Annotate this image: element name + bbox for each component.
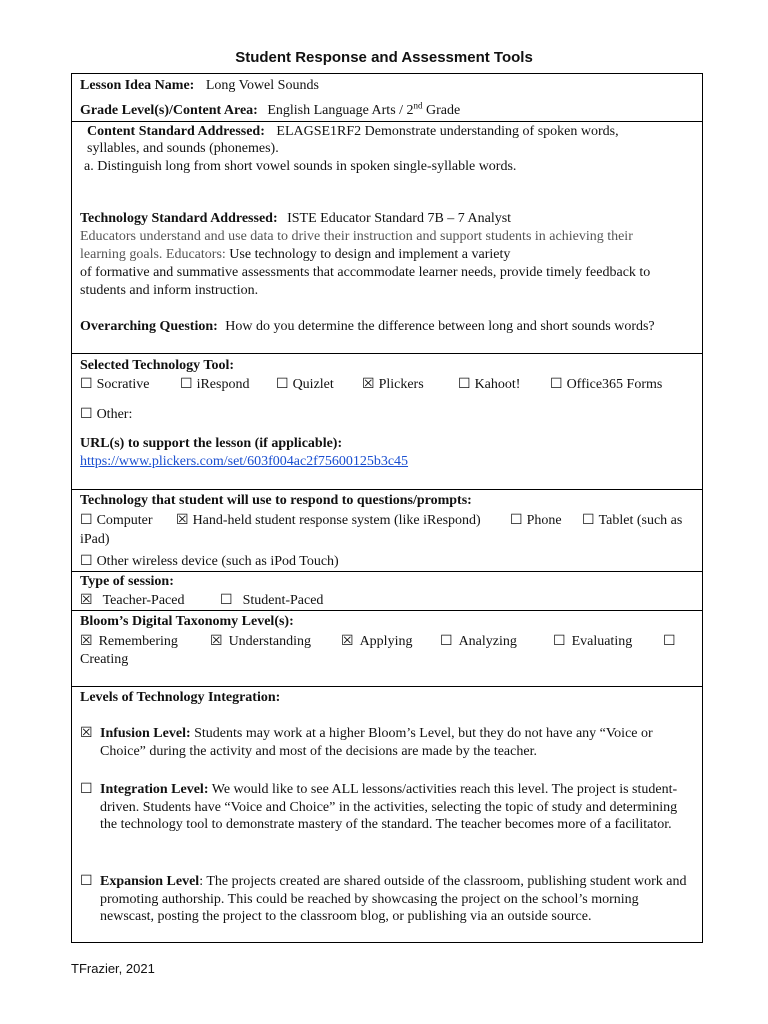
checkbox-checked-icon: ☒ (80, 593, 93, 608)
expansion-level-item (80, 873, 692, 926)
blooms-label: Bloom’s Digital Taxonomy Level(s): (80, 614, 294, 629)
response-device-row (80, 512, 682, 529)
grade-level-suffix: Grade (422, 103, 461, 118)
integration-level-item (80, 781, 692, 834)
content-standard-label: Content Standard Addressed: (87, 124, 265, 139)
tool-option-label: Socrative (96, 377, 150, 392)
grade-level-value: English Language Arts / 2 (267, 103, 414, 118)
tool-option-irespond[interactable] (180, 376, 276, 393)
expansion-level-label: Expansion Level (100, 874, 200, 889)
session-option-label: Student-Paced (242, 593, 324, 608)
blooms-option-remembering[interactable] (80, 633, 210, 650)
checkbox-icon: ☐ (180, 377, 193, 392)
checkbox-icon: ☐ (80, 554, 93, 569)
device-option-computer[interactable] (80, 512, 176, 529)
tool-option-kahoot[interactable] (458, 376, 550, 393)
checkbox-icon: ☐ (582, 513, 595, 528)
tech-standard-label: Technology Standard Addressed: (80, 211, 278, 226)
tool-option-quizlet[interactable] (276, 376, 362, 393)
blooms-options-row (80, 633, 680, 650)
checkbox-checked-icon: ☒ (362, 377, 375, 392)
grade-level-label: Grade Level(s)/Content Area: (80, 103, 258, 118)
lesson-info-section (72, 74, 702, 121)
blooms-option-label: Remembering (98, 634, 178, 649)
grade-level-row (80, 102, 460, 119)
tech-standard-line1: Educators understand and use data to drive their instruction and support students in achieving their (80, 229, 633, 244)
blooms-option-evaluating[interactable] (553, 633, 663, 650)
content-standard-line3: a. Distinguish long from short vowel sounds in spoken single-syllable words. (84, 159, 517, 174)
device-option-wireless[interactable] (80, 553, 339, 570)
device-option-tablet-cont: iPad) (80, 532, 110, 547)
checkbox-checked-icon[interactable]: ☒ (80, 726, 93, 741)
session-option-student[interactable] (220, 592, 323, 609)
tool-option-label: Plickers (378, 377, 424, 392)
technology-tool-section (72, 353, 702, 489)
checkbox-icon: ☐ (553, 634, 566, 649)
checkbox-icon: ☐ (80, 407, 93, 422)
tech-standard-line3: of formative and summative assessments that accommodate learner needs, provide timely feedback to (80, 265, 651, 280)
session-label: Type of session: (80, 574, 174, 589)
checkbox-icon[interactable]: ☐ (80, 782, 93, 797)
lesson-name-row (80, 77, 319, 94)
checkbox-icon: ☐ (80, 513, 93, 528)
blooms-option-label: Applying (359, 634, 413, 649)
overarching-question-label: Overarching Question: (80, 319, 218, 334)
response-device-section (72, 489, 702, 571)
expansion-level-text: : The projects created are shared outside of the classroom, publishing student work and promoting authorship. This could be reached by showcasing the project on the school’s morning newscast, posting the project to the classroom blog, or publishing via an outside source. (100, 874, 687, 924)
session-section (72, 571, 702, 610)
content-standard-line2: syllables, and sounds (phonemes). (87, 141, 279, 156)
tool-option-plickers[interactable] (362, 376, 458, 393)
blooms-option-understanding[interactable] (210, 633, 341, 650)
checkbox-icon: ☐ (276, 377, 289, 392)
content-standard-row (87, 123, 619, 140)
device-option-label: Tablet (such as (598, 513, 683, 528)
tech-standard-line4: students and inform instruction. (80, 283, 259, 298)
checkbox-icon: ☐ (80, 377, 93, 392)
session-option-teacher[interactable] (80, 592, 220, 609)
tool-option-label: Office365 Forms (566, 377, 663, 392)
checkbox-icon[interactable]: ☐ (663, 634, 676, 649)
overarching-question-text: How do you determine the difference between long and short sounds words? (225, 319, 655, 334)
checkbox-icon: ☐ (550, 377, 563, 392)
tool-option-socrative[interactable] (80, 376, 180, 393)
checkbox-icon: ☐ (510, 513, 523, 528)
device-option-phone[interactable] (510, 512, 582, 529)
device-option-label: Computer (96, 513, 153, 528)
tool-option-label: Kahoot! (474, 377, 521, 392)
footer-author: TFrazier, 2021 (71, 961, 155, 976)
blooms-section (72, 610, 702, 686)
document-title: Student Response and Assessment Tools (235, 49, 533, 66)
content-standard-text: ELAGSE1RF2 Demonstrate understanding of spoken words, (276, 124, 619, 139)
lesson-table (71, 73, 703, 943)
integration-section (72, 686, 702, 943)
checkbox-checked-icon: ☒ (210, 634, 223, 649)
lesson-url-link[interactable]: https://www.plickers.com/set/603f004ac2f75600125b3c45 (80, 454, 409, 469)
tech-standard-line2-text: Use technology to design and implement a variety (225, 247, 511, 262)
tech-standard-value: ISTE Educator Standard 7B – 7 Analyst (287, 211, 512, 226)
session-option-label: Teacher-Paced (102, 593, 185, 608)
lesson-name-value: Long Vowel Sounds (205, 78, 319, 93)
tool-options-row (80, 376, 662, 393)
checkbox-checked-icon: ☒ (80, 634, 93, 649)
blooms-option-analyzing[interactable] (440, 633, 553, 650)
lesson-name-label: Lesson Idea Name: (80, 78, 195, 93)
integration-level-text: We would like to see ALL lessons/activities reach this level. The project is student-driven. Students have “Voice and Choice” in the activities, selecting the topic of study and determining the technology tool to demonstrate mastery of the standard. The teacher becomes more of a facilitator. (100, 782, 678, 832)
checkbox-checked-icon: ☒ (341, 634, 354, 649)
tool-option-office365[interactable] (550, 376, 662, 393)
overarching-question-row (80, 318, 655, 335)
infusion-level-text: Students may work at a higher Bloom’s Level, but they do not have any “Voice or Choice” during the activity and most of the decisions are made by the teacher. (100, 726, 653, 759)
tech-standard-line2 (80, 246, 510, 263)
tool-option-label: iRespond (196, 377, 250, 392)
infusion-level-label: Infusion Level: (100, 726, 191, 741)
session-options-row (80, 592, 323, 609)
response-device-label: Technology that student will use to respond to questions/prompts: (80, 493, 472, 508)
tool-option-label: Quizlet (292, 377, 334, 392)
integration-label: Levels of Technology Integration: (80, 690, 281, 705)
device-option-tablet[interactable] (582, 512, 682, 529)
url-label: URL(s) to support the lesson (if applicable): (80, 436, 343, 451)
checkbox-icon: ☐ (458, 377, 471, 392)
device-option-handheld[interactable] (176, 512, 510, 529)
tech-standard-row (80, 210, 511, 227)
infusion-level-item (80, 725, 692, 760)
blooms-option-creating-label: Creating (80, 652, 129, 667)
device-option-label: Hand-held student response system (like iRespond) (192, 513, 481, 528)
grade-level-sup: nd (413, 100, 423, 111)
tool-label: Selected Technology Tool: (80, 358, 235, 373)
checkbox-icon: ☐ (440, 634, 453, 649)
tool-option-other-label: Other: (96, 407, 133, 422)
blooms-option-label: Analyzing (458, 634, 517, 649)
blooms-option-label: Evaluating (571, 634, 633, 649)
device-option-label: Other wireless device (such as iPod Touch) (96, 554, 339, 569)
checkbox-checked-icon: ☒ (176, 513, 189, 528)
integration-level-label: Integration Level: (100, 782, 209, 797)
blooms-option-label: Understanding (228, 634, 311, 649)
tool-option-other[interactable] (80, 406, 132, 423)
standards-section (72, 121, 702, 353)
device-option-label: Phone (526, 513, 562, 528)
tech-standard-line2-grey: learning goals. Educators: (80, 247, 226, 262)
checkbox-icon[interactable]: ☐ (80, 874, 93, 889)
blooms-option-applying[interactable] (341, 633, 440, 650)
checkbox-icon: ☐ (220, 593, 233, 608)
